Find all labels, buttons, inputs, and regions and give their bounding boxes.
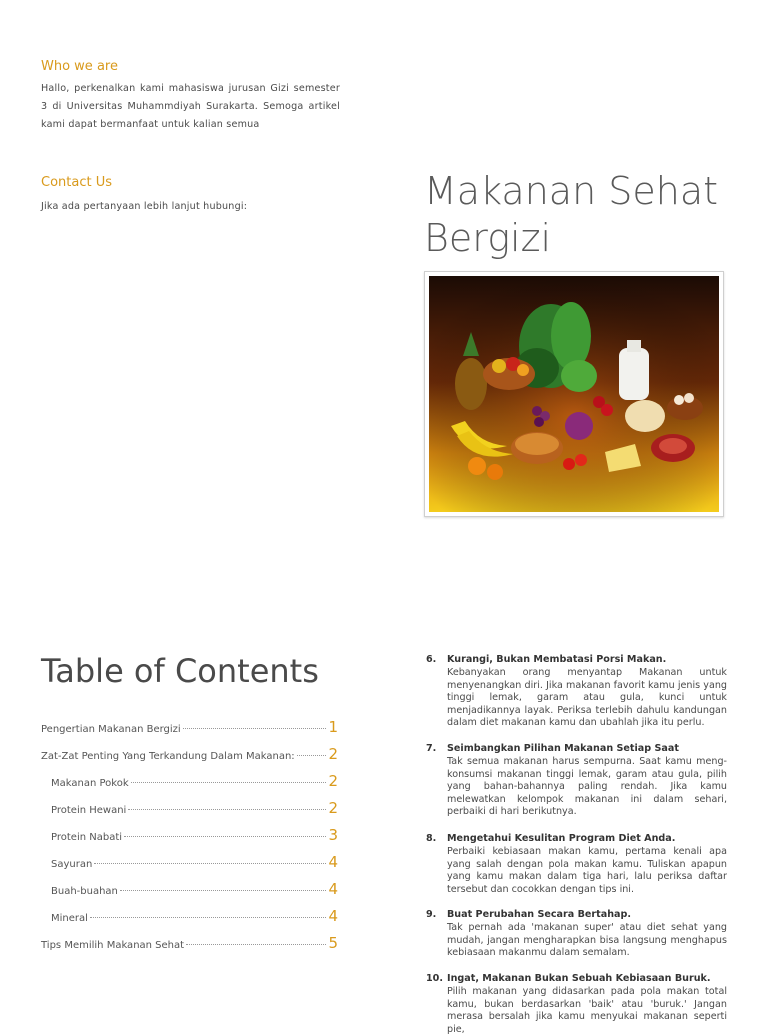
toc-item[interactable] <box>41 718 338 736</box>
toc-subitem[interactable] <box>51 826 338 844</box>
tip-body: Kebanyakan orang menyantap Makanan untuk menyenangkan diri. Jika makanan favorit kamu jenis yang tinggi lemak, garam atau gula, kunci untuk menjadikannya layak. Periksa terlebih dahulu kandungan dalam diet makanan kamu dan ubahlah jika itu perlu. <box>447 667 727 729</box>
toc-item-page: 3 <box>328 826 338 844</box>
toc-leader-dots <box>128 809 326 810</box>
toc-leader-dots <box>297 755 327 756</box>
toc-item-label: Pengertian Makanan Bergizi <box>41 724 181 735</box>
tip-item <box>426 742 727 819</box>
toc-item[interactable] <box>41 745 338 763</box>
tip-item <box>426 653 727 730</box>
toc-leader-dots <box>90 917 327 918</box>
toc-leader-dots <box>94 863 326 864</box>
toc-leader-dots <box>131 782 327 783</box>
toc-item-page: 5 <box>328 934 338 952</box>
toc-item-label: Buah-buahan <box>51 886 118 897</box>
tip-number: 6. <box>426 654 437 665</box>
toc-leader-dots <box>183 728 327 729</box>
toc-item-label: Mineral <box>51 913 88 924</box>
toc-leader-dots <box>124 836 326 837</box>
tip-body: Perbaiki kebiasaan makan kamu, pertama kenali apa yang salah dengan pola makan kamu. Tuliskan apapun yang kamu makan dalam tiga hari, lalu periksa daftar tersebut dan cocokkan dengan tips ini. <box>447 846 727 895</box>
tip-title: Buat Perubahan Secara Bertahap. <box>447 909 632 920</box>
tip-number: 10. <box>426 973 443 984</box>
contact-us-text: Jika ada pertanyaan lebih lanjut hubungi: <box>41 201 248 212</box>
toc-item-page: 4 <box>328 880 338 898</box>
tip-number: 7. <box>426 743 437 754</box>
toc-item-page: 4 <box>328 907 338 925</box>
tip-number: 8. <box>426 833 437 844</box>
who-we-are-heading: Who we are <box>41 59 118 74</box>
toc-title: Table of Contents <box>41 652 319 690</box>
contact-us-heading: Contact Us <box>41 175 112 190</box>
toc-item-label: Sayuran <box>51 859 93 870</box>
tip-body: Pilih makanan yang didasarkan pada pola makan total kamu, bukan berdasarkan 'baik' atau 'buruk.' Jangan merasa bersalah jika kamu menyukai makanan seperti pie, <box>447 986 727 1035</box>
tip-title: Ingat, Makanan Bukan Sebuah Kebiasaan Buruk. <box>447 973 711 984</box>
tip-item <box>426 908 727 960</box>
toc-item-page: 2 <box>328 799 338 817</box>
toc-item-label: Makanan Pokok <box>51 778 129 789</box>
toc-subitem[interactable] <box>51 799 338 817</box>
toc-item[interactable] <box>41 934 338 952</box>
tip-item <box>426 972 727 1036</box>
who-we-are-text: Hallo, perkenalkan kami mahasiswa jurusan Gizi semester 3 di Universitas Muhammdiyah Surakarta. Semoga artikel kami dapat bermanfaat untuk kalian semua <box>41 83 340 130</box>
tip-number: 9. <box>426 909 437 920</box>
toc-subitem[interactable] <box>51 907 338 925</box>
tip-title: Kurangi, Bukan Membatasi Porsi Makan. <box>447 654 667 665</box>
toc-item-label: Protein Nabati <box>51 832 123 843</box>
page-title: Makanan Sehat Bergizi <box>424 169 718 260</box>
tip-title: Seimbangkan Pilihan Makanan Setiap Saat <box>447 743 679 754</box>
toc-item-label: Protein Hewani <box>51 805 127 816</box>
toc-subitem[interactable] <box>51 772 338 790</box>
toc-subitem[interactable] <box>51 880 338 898</box>
toc-subitem[interactable] <box>51 853 338 871</box>
toc-item-page: 1 <box>328 718 338 736</box>
toc-item-page: 2 <box>328 772 338 790</box>
tip-body: Tak semua makanan harus sempurna. Saat kamu meng-konsumsi makanan tinggi lemak, garam atau gula, pilih yang bahan-bahannya paling rendah. Jika kamu melewatkan kelompok makanan ini dalam sehari, perbaiki di hari berikutnya. <box>447 756 727 818</box>
toc-item-label: Zat-Zat Penting Yang Terkandung Dalam Makanan: <box>41 751 295 762</box>
toc-item-label: Tips Memilih Makanan Sehat <box>41 940 185 951</box>
toc-item-page: 4 <box>328 853 338 871</box>
tip-title: Mengetahui Kesulitan Program Diet Anda. <box>447 833 676 844</box>
toc-leader-dots <box>120 890 327 891</box>
cover-photo-frame <box>424 271 724 517</box>
food-photo <box>429 276 719 512</box>
toc-leader-dots <box>186 944 326 945</box>
tip-item <box>426 832 727 896</box>
toc-item-page: 2 <box>328 745 338 763</box>
tip-body: Tak pernah ada 'makanan super' atau diet sehat yang mudah, jangan mengharapkan bisa langsung menghapus kebiasaan makanmu dalam semalam. <box>447 922 727 959</box>
